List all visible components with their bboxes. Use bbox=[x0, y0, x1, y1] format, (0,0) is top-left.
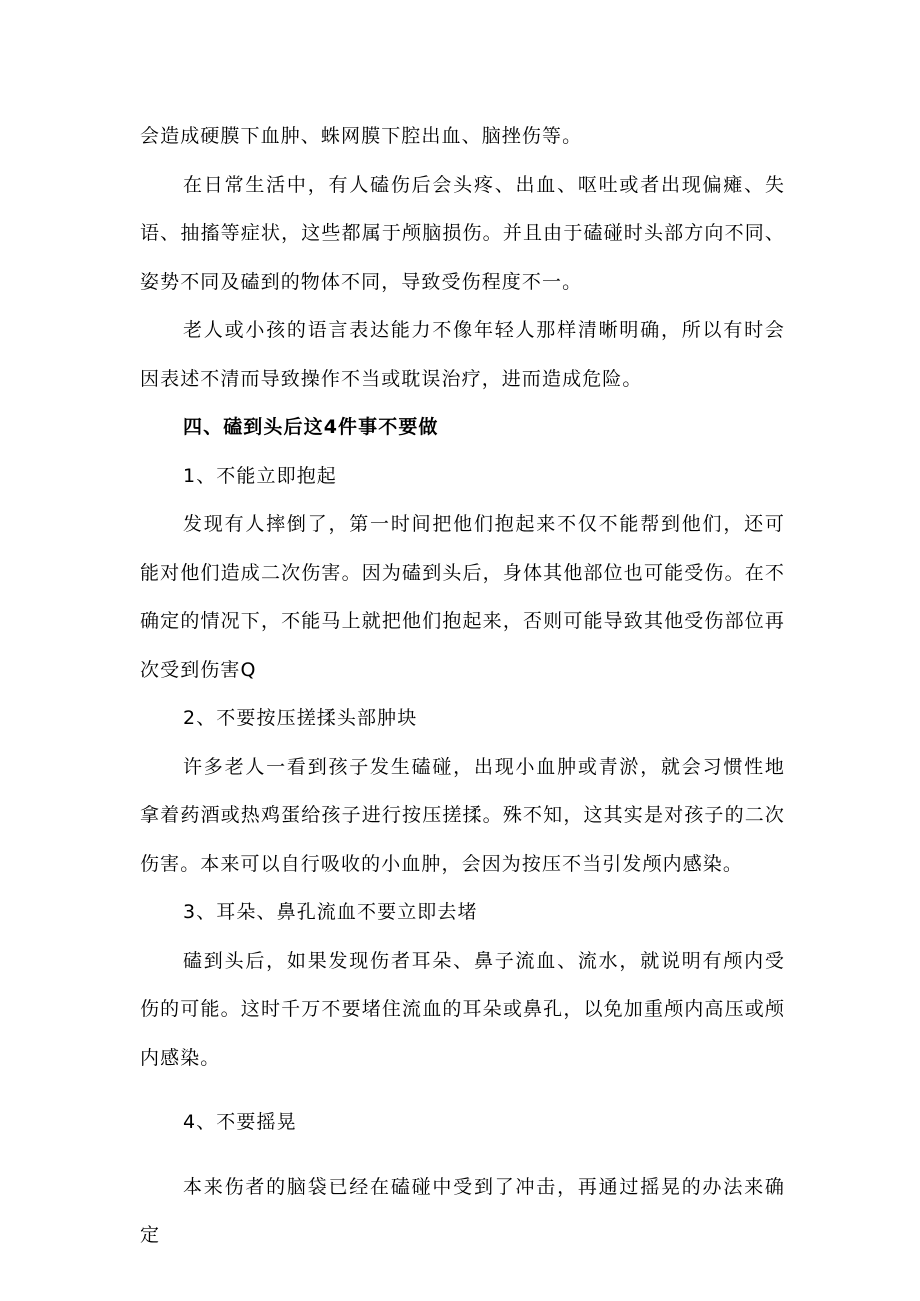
paragraph-item-1: 发现有人摔倒了，第一时间把他们抱起来不仅不能帮到他们，还可能对他们造成二次伤害。因为磕到头后，身体其他部位也可能受伤。在不确定的情况下，不能马上就把他们抱起来，否则可能导致其他受伤部位再次受到伤害Q bbox=[140, 513, 785, 681]
paragraph-item-4: 本来伤者的脑袋已经在磕碰中受到了冲击，再通过摇晃的办法来确定 bbox=[140, 1175, 785, 1246]
section-heading-four: 四、磕到头后这4件事不要做 bbox=[183, 416, 439, 438]
paragraph-item-2: 许多老人一看到孩子发生磕碰，出现小血肿或青淤，就会习惯性地拿着药酒或热鸡蛋给孩子进行按压搓揉。殊不知，这其实是对孩子的二次伤害。本来可以自行吸收的小血肿，会因为按压不当引发颅内感染。 bbox=[140, 755, 785, 875]
paragraph-item-3: 磕到头后，如果发现伤者耳朵、鼻子流血、流水，就说明有颅内受伤的可能。这时千万不要堵住流血的耳朵或鼻孔，以免加重颅内高压或颅内感染。 bbox=[140, 949, 785, 1069]
paragraph-daily-life: 在日常生活中，有人磕伤后会头疼、出血、呕吐或者出现偏瘫、失语、抽搐等症状，这些都属于颅脑损伤。并且由于磕碰时头部方向不同、姿势不同及磕到的物体不同，导致受伤程度不一。 bbox=[140, 173, 785, 293]
item-heading-3: 3、耳朵、鼻孔流血不要立即去堵 bbox=[183, 901, 478, 923]
document-body bbox=[140, 112, 785, 1260]
item-heading-1: 1、不能立即抱起 bbox=[183, 464, 337, 487]
paragraph-elderly-children: 老人或小孩的语言表达能力不像年轻人那样清晰明确，所以有时会因表述不清而导致操作不当或耽误治疗，进而造成危险。 bbox=[140, 319, 785, 390]
paragraph-continued-intro: 会造成硬膜下血肿、蛛网膜下腔出血、脑挫伤等。 bbox=[140, 125, 583, 147]
item-heading-2: 2、不要按压搓揉头部肿块 bbox=[183, 707, 418, 729]
item-heading-4: 4、不要摇晃 bbox=[183, 1111, 297, 1133]
